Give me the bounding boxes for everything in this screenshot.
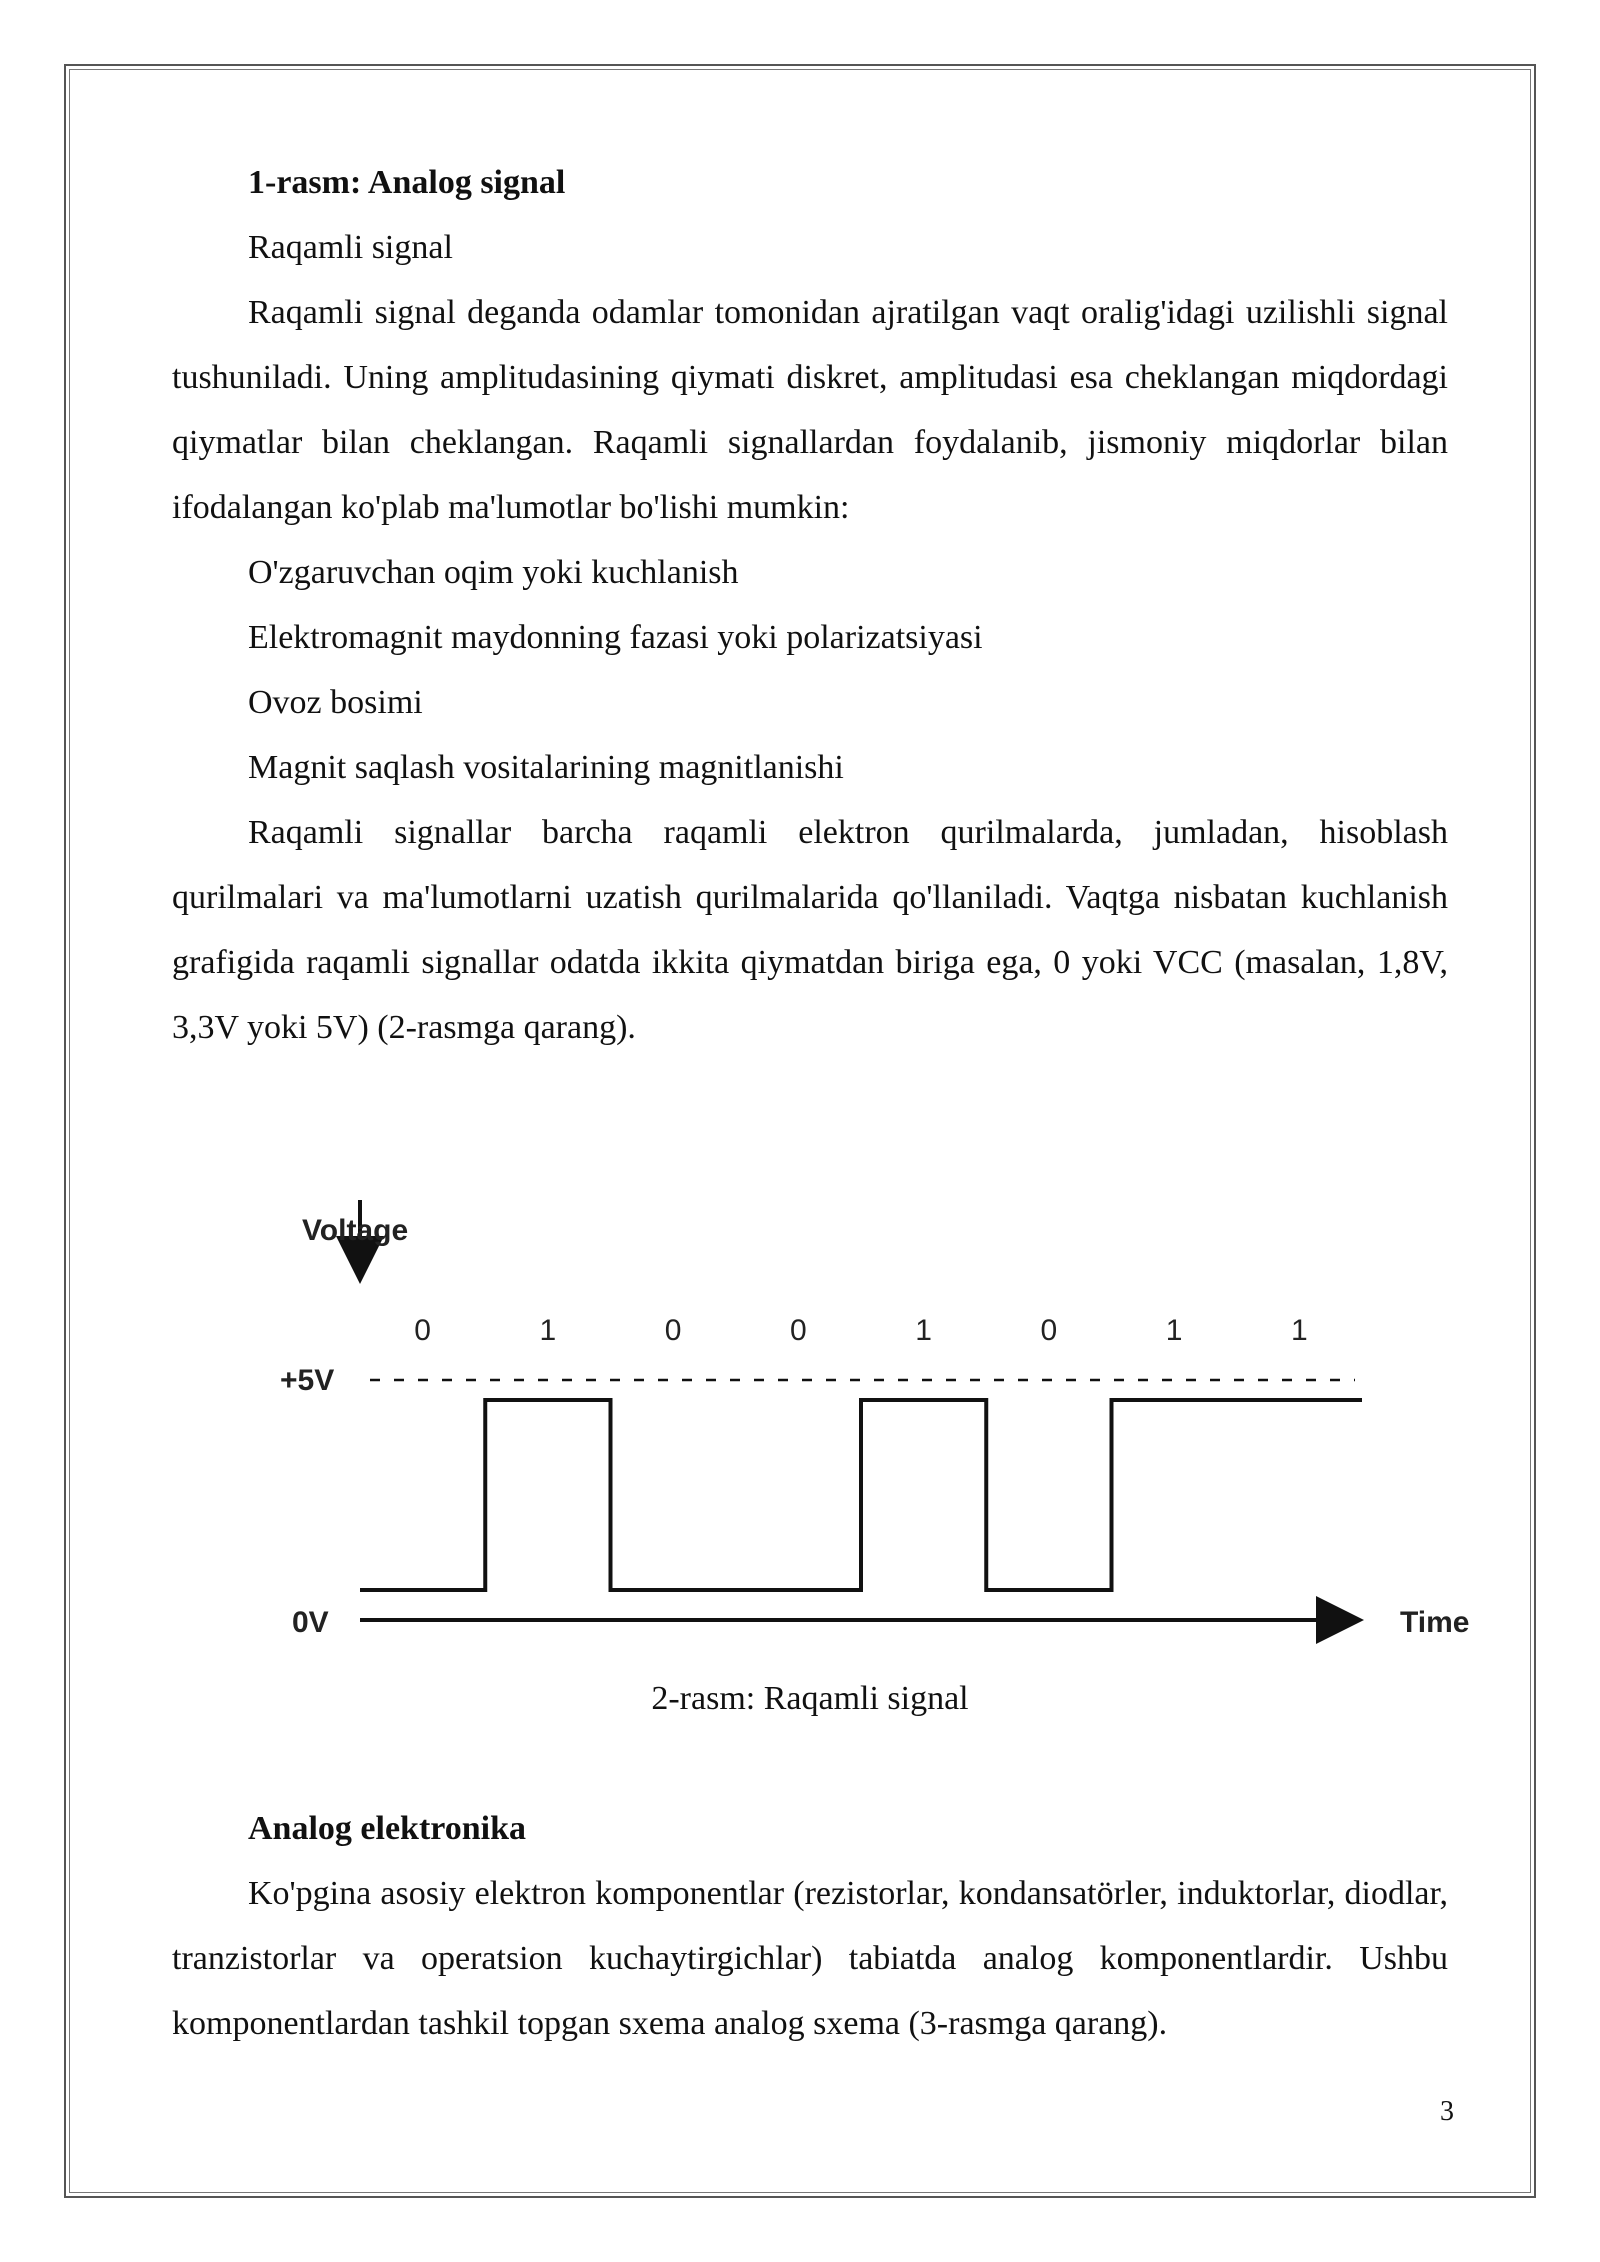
bit-labels — [414, 1314, 1307, 1347]
bit-label: 0 — [1040, 1314, 1058, 1347]
signal-waveform — [360, 1400, 1362, 1590]
analog-heading: Analog elektronika — [248, 1810, 527, 1847]
bit-label: 1 — [1291, 1314, 1308, 1347]
list-item: Elektromagnit maydonning fazasi yoki polarizatsiyasi — [248, 619, 983, 656]
digital-signal-figure — [250, 1200, 1500, 1660]
page-body — [172, 150, 1448, 1060]
bit-label: 1 — [915, 1314, 932, 1347]
bit-label: 1 — [1165, 1314, 1183, 1347]
bit-label: 1 — [539, 1314, 557, 1347]
bit-label: 0 — [664, 1314, 682, 1347]
figure-2-caption: 2-rasm: Raqamli signal — [651, 1680, 969, 1717]
paragraph-digital-usage: Raqamli signallar barcha raqamli elektron qurilmalarda, jumladan, hisoblash qurilmalari va ma'lumotlarni uzatish qurilmalarida qo'llaniladi. Vaqtga nisbatan kuchlanish grafigida raqamli signallar odatda ikkita qiymatdan biriga ega, 0 yoki VCC (masalan, 1,8V, 3,3V yoki 5V) (2-rasmga qarang). — [172, 814, 1448, 1046]
bit-label: 0 — [790, 1314, 807, 1347]
page-number: 3 — [1440, 2096, 1454, 2127]
list-item: Ovoz bosimi — [248, 684, 423, 721]
y-axis-label: Voltage — [302, 1214, 409, 1247]
figure-1-caption: 1-rasm: Analog signal — [248, 164, 566, 201]
digital-signal-chart — [250, 1200, 1500, 1660]
analog-section — [172, 1796, 1448, 2056]
bit-label: 0 — [414, 1314, 431, 1347]
paragraph-digital-definition: Raqamli signal deganda odamlar tomonidan ajratilgan vaqt oralig'idagi uzilishli signal tushuniladi. Uning amplitudasining qiymati diskret, amplitudasi esa cheklangan miqdordagi qiymatlar bilan cheklangan. Raqamli signallardan foydalanib, jismoniy miqdorlar bilan ifodalangan ko'plab ma'lumotlar bo'lishi mumkin: — [172, 294, 1448, 526]
y-tick-label-5v: +5V — [280, 1364, 335, 1397]
paragraph-analog-components: Ko'pgina asosiy elektron komponentlar (rezistorlar, kondansatörler, induktorlar, diodlar, tranzistorlar va operatsion kuchaytirgichlar) tabiatda analog komponentlardir. Ushbu komponentlardan tashkil topgan sxema analog sxema (3-rasmga qarang). — [172, 1875, 1448, 2042]
list-item: Magnit saqlash vositalarining magnitlanishi — [248, 749, 844, 786]
digital-signal-heading: Raqamli signal — [248, 229, 453, 266]
x-axis-label: Time — [1400, 1606, 1470, 1639]
y-tick-label-0v: 0V — [292, 1606, 329, 1639]
list-item: O'zgaruvchan oqim yoki kuchlanish — [248, 554, 739, 591]
